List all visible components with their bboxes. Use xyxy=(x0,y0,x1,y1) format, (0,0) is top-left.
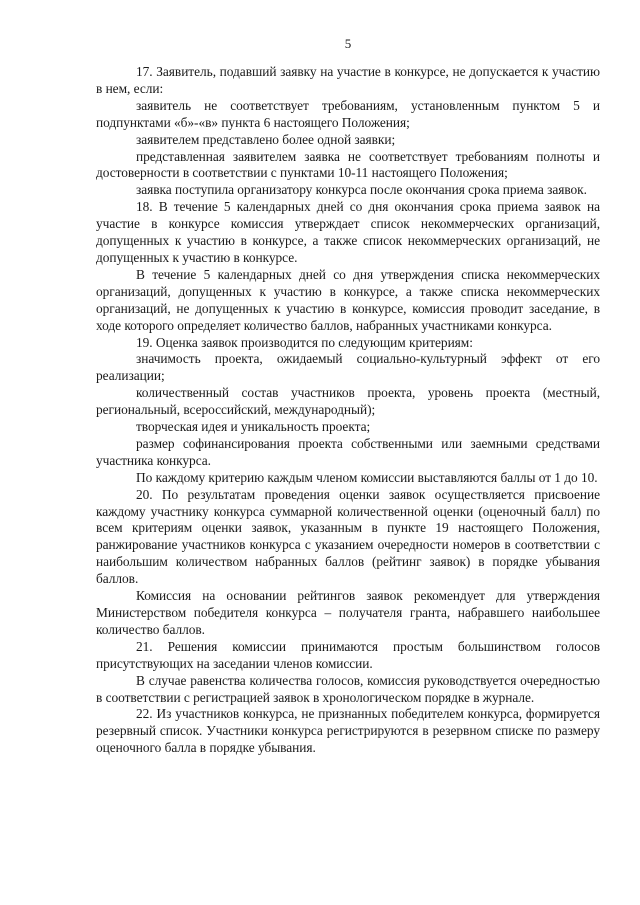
paragraph-18: 18. В течение 5 календарных дней со дня окончания срока приема заявок на участие в конкурсе комиссия утверждает список некоммерческих организаций, допущенных к участию в конкурсе, а также список некоммерческих организаций, не допущенных к участию в конкурсе. xyxy=(96,199,600,265)
paragraph-20-continued: Комиссия на основании рейтингов заявок рекомендует для утверждения Министерством победителя конкурса – получателя гранта, набравшего наибольшее количество баллов. xyxy=(96,588,600,637)
paragraph-21: 21. Решения комиссии принимаются простым большинством голосов присутствующих на заседании членов комиссии. xyxy=(96,638,600,671)
page-number: 5 xyxy=(344,36,352,51)
paragraph-19-scoring: По каждому критерию каждым членом комиссии выставляются баллы от 1 до 10. xyxy=(136,469,598,485)
paragraph-17-item-2: заявителем представлено более одной заявки; xyxy=(136,131,396,147)
paragraph-19-criterion-1: значимость проекта, ожидаемый социально-культурный эффект от его реализации; xyxy=(96,351,600,384)
paragraph-17: 17. Заявитель, подавший заявку на участие в конкурсе, не допускается к участию в нем, если: xyxy=(96,64,600,96)
paragraph-17-item-3: представленная заявителем заявка не соответствует требованиям полноты и достоверности в соответствии с пунктами 10-11 настоящего Положения; xyxy=(96,148,600,181)
paragraph-22: 22. Из участников конкурса, не признанных победителем конкурса, формируется резервный список. Участники конкурса регистрируются в резервном списке по размеру оценочного балла в порядке убывания. xyxy=(96,706,600,756)
paragraph-17-item-1: заявитель не соответствует требованиям, установленным пунктом 5 и подпунктами «б»-«в» пункта 6 настоящего Положения; xyxy=(96,97,600,130)
paragraph-19-criterion-2: количественный состав участников проекта, уровень проекта (местный, региональный, всероссийский, международный); xyxy=(96,385,600,418)
document-body xyxy=(96,64,600,757)
paragraph-17-item-4: заявка поступила организатору конкурса после окончания срока приема заявок. xyxy=(136,182,587,198)
paragraph-19-criterion-4: размер софинансирования проекта собственными или заемными средствами участника конкурса. xyxy=(96,435,600,468)
paragraph-19-criterion-3: творческая идея и уникальность проекта; xyxy=(136,419,371,435)
paragraph-18-continued: В течение 5 календарных дней со дня утверждения списка некоммерческих организаций, допущенных к участию в конкурсе, а также списка некоммерческих организаций, не допущенных к участию в конкурсе, комиссия проводит заседание, в ходе которого определяет количество баллов, набранных участниками конкурса. xyxy=(96,266,600,333)
paragraph-20: 20. По результатам проведения оценки заявок осуществляется присвоение каждому участнику конкурса суммарной количественной оценки (оценочный балл) по всем критериям оценки заявок, указанным в пункте 19 настоящего Положения, ранжирование участников конкурса с указанием очередности номеров в соответствии с наибольшим количеством набранных баллов (рейтинг заявок) в порядке убывания баллов. xyxy=(96,486,600,587)
paragraph-21-continued: В случае равенства количества голосов, комиссия руководствуется очередностью в соответствии с регистрацией заявок в хронологическом порядке в журнале. xyxy=(96,672,600,705)
paragraph-19: 19. Оценка заявок производится по следующим критериям: xyxy=(136,334,473,350)
